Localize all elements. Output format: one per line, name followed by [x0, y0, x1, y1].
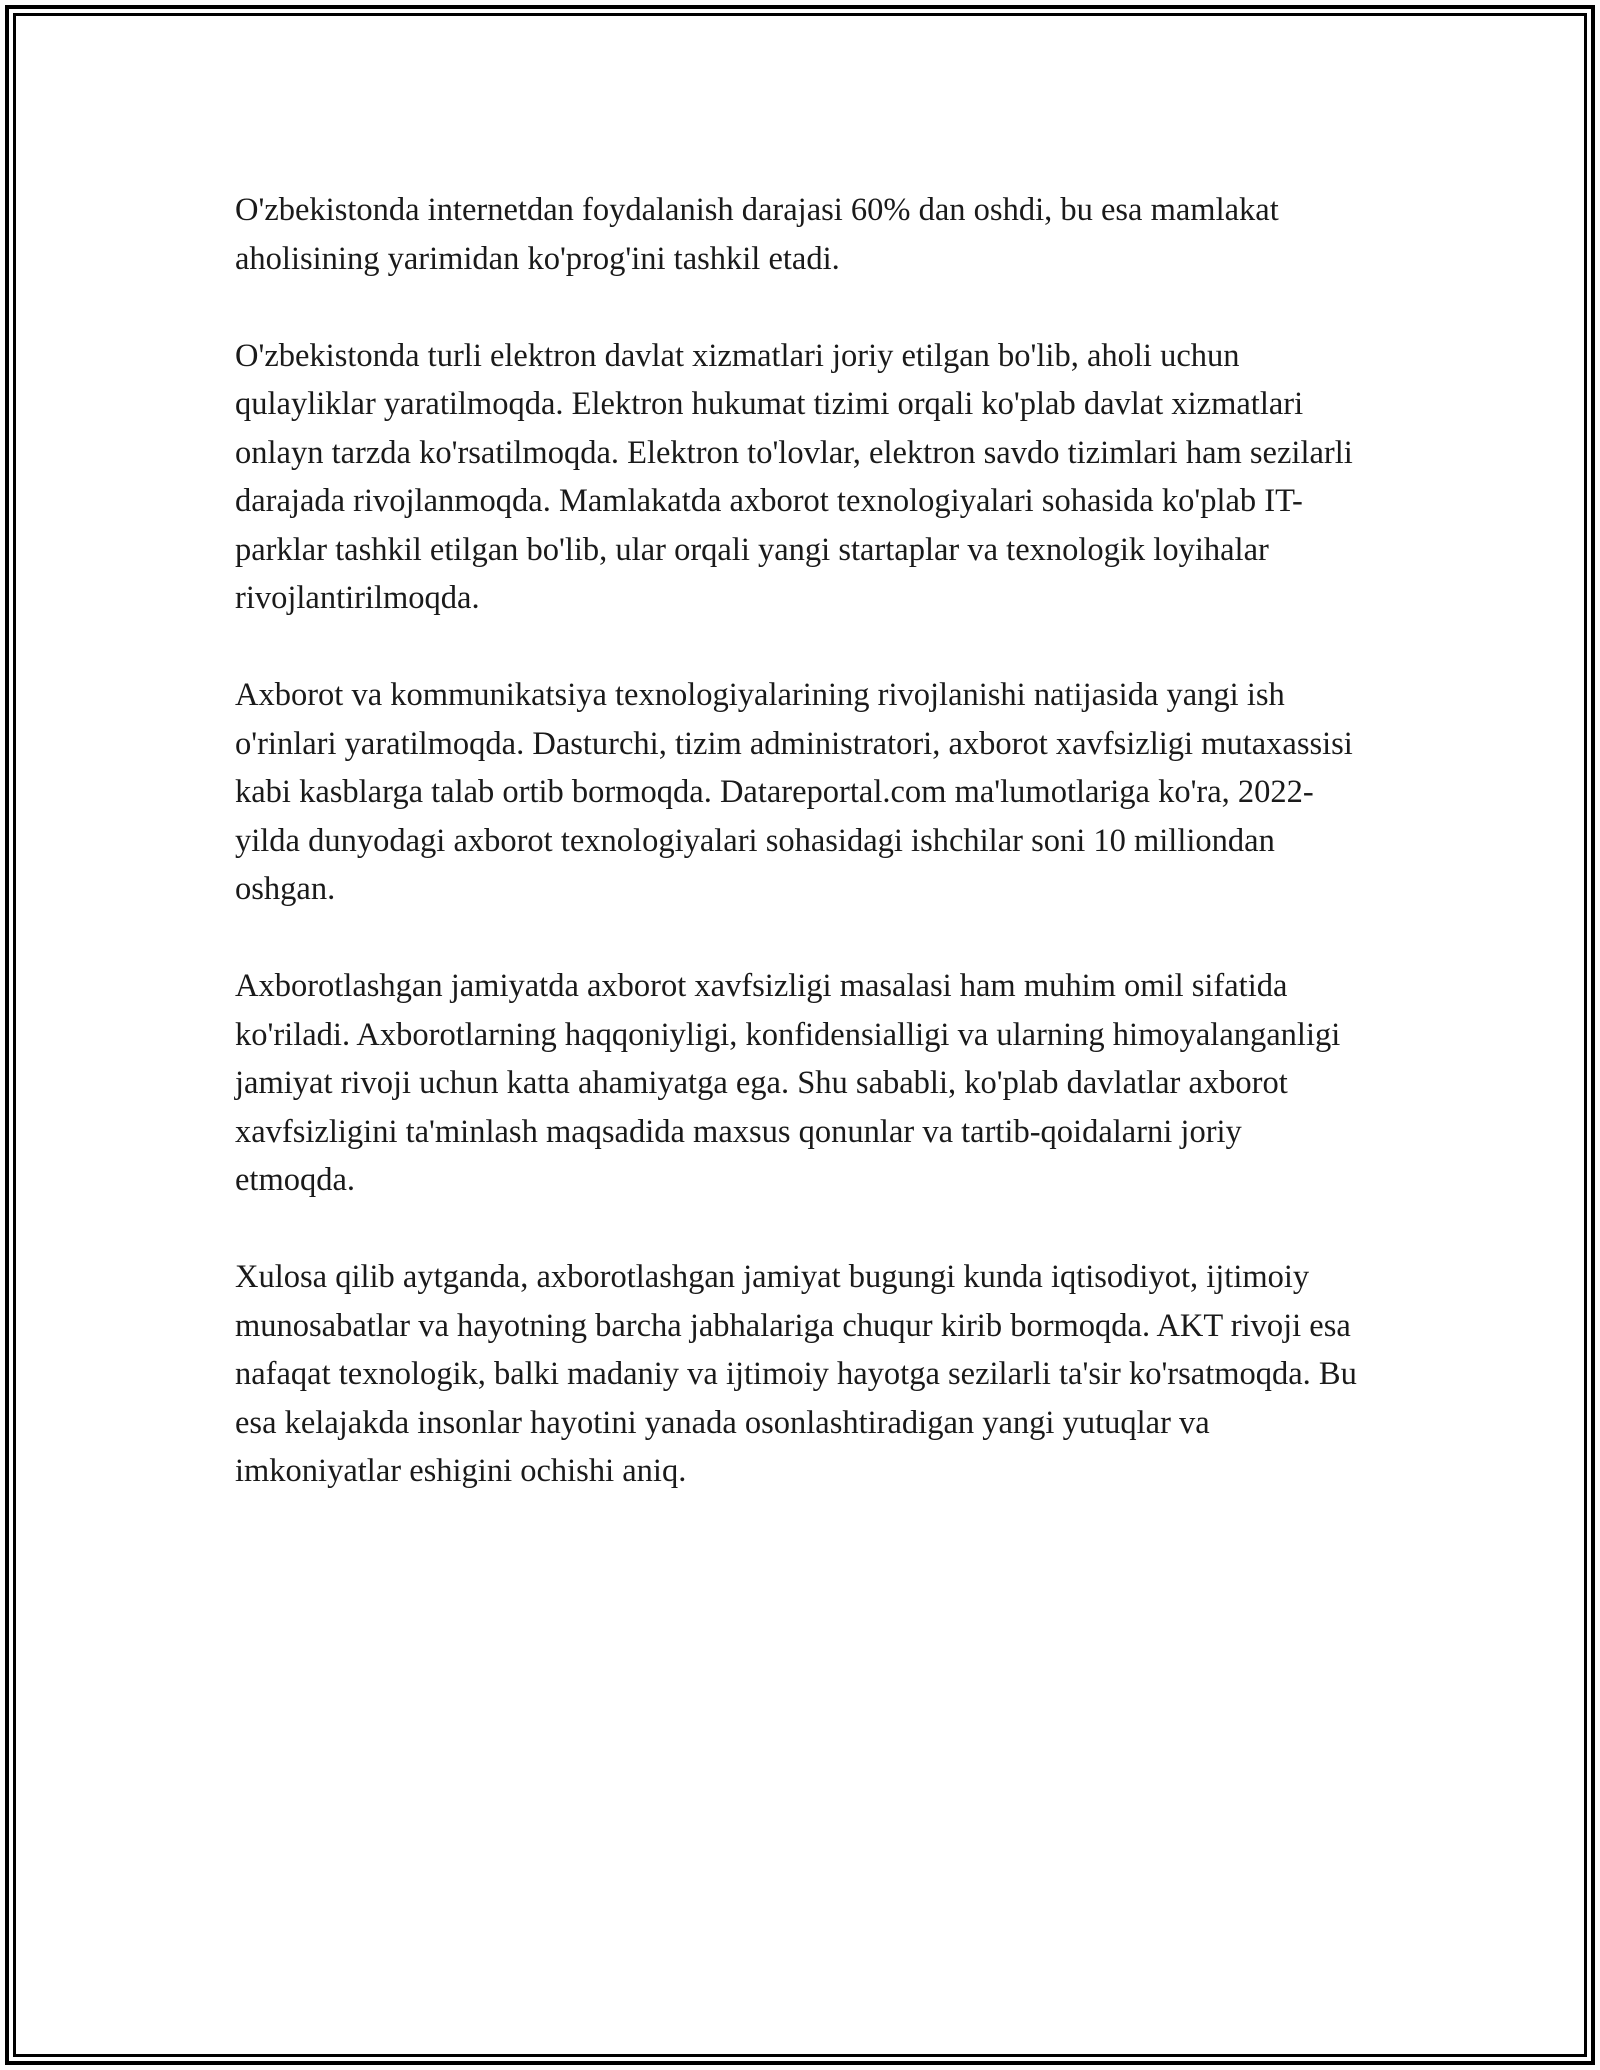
- document-body: [235, 186, 1365, 1544]
- paragraph-ict-jobs: Axborot va kommunikatsiya texnologiyalarining rivojlanishi natijasida yangi ish o'rinlari yaratilmoqda. Dasturchi, tizim administratori, axborot xavfsizligi mutaxassisi kabi kasblarga talab ortib bormoqda. Datareportal.com ma'lumotlariga ko'ra, 2022-yilda dunyodagi axborot texnologiyalari sohasidagi ishchilar soni 10 milliondan oshgan.: [235, 677, 1353, 907]
- paragraph-information-security: Axborotlashgan jamiyatda axborot xavfsizligi masalasi ham muhim omil sifatida ko'riladi. Axborotlarning haqqoniyligi, konfidensialligi va ularning himoyalanganligi jamiyat rivoji uchun katta ahamiyatga ega. Shu sababli, ko'plab davlatlar axborot xavfsizligini ta'minlash maqsadida maxsus qonunlar va tartib-qoidalarni joriy etmoqda.: [235, 968, 1341, 1198]
- paragraph-e-government: O'zbekistonda turli elektron davlat xizmatlari joriy etilgan bo'lib, aholi uchun qulayliklar yaratilmoqda. Elektron hukumat tizimi orqali ko'plab davlat xizmatlari onlayn tarzda ko'rsatilmoqda. Elektron to'lovlar, elektron savdo tizimlari ham sezilarli darajada rivojlanmoqda. Mamlakatda axborot texnologiyalari sohasida ko'plab IT-parklar tashkil etilgan bo'lib, ular orqali yangi startaplar va texnologik loyihalar rivojlantirilmoqda.: [235, 337, 1353, 616]
- paragraph-conclusion: Xulosa qilib aytganda, axborotlashgan jamiyat bugungi kunda iqtisodiyot, ijtimoiy munosabatlar va hayotning barcha jabhalariga chuqur kirib bormoqda. AKT rivoji esa nafaqat texnologik, balki madaniy va ijtimoiy hayotga sezilarli ta'sir ko'rsatmoqda. Bu esa kelajakda insonlar hayotini yanada osonlashtiradigan yangi yutuqlar va imkoniyatlar eshigini ochishi aniq.: [235, 1259, 1357, 1489]
- paragraph-internet-usage: O'zbekistonda internetdan foydalanish darajasi 60% dan oshdi, bu esa mamlakat aholisining yarimidan ko'prog'ini tashkil etadi.: [235, 192, 1279, 277]
